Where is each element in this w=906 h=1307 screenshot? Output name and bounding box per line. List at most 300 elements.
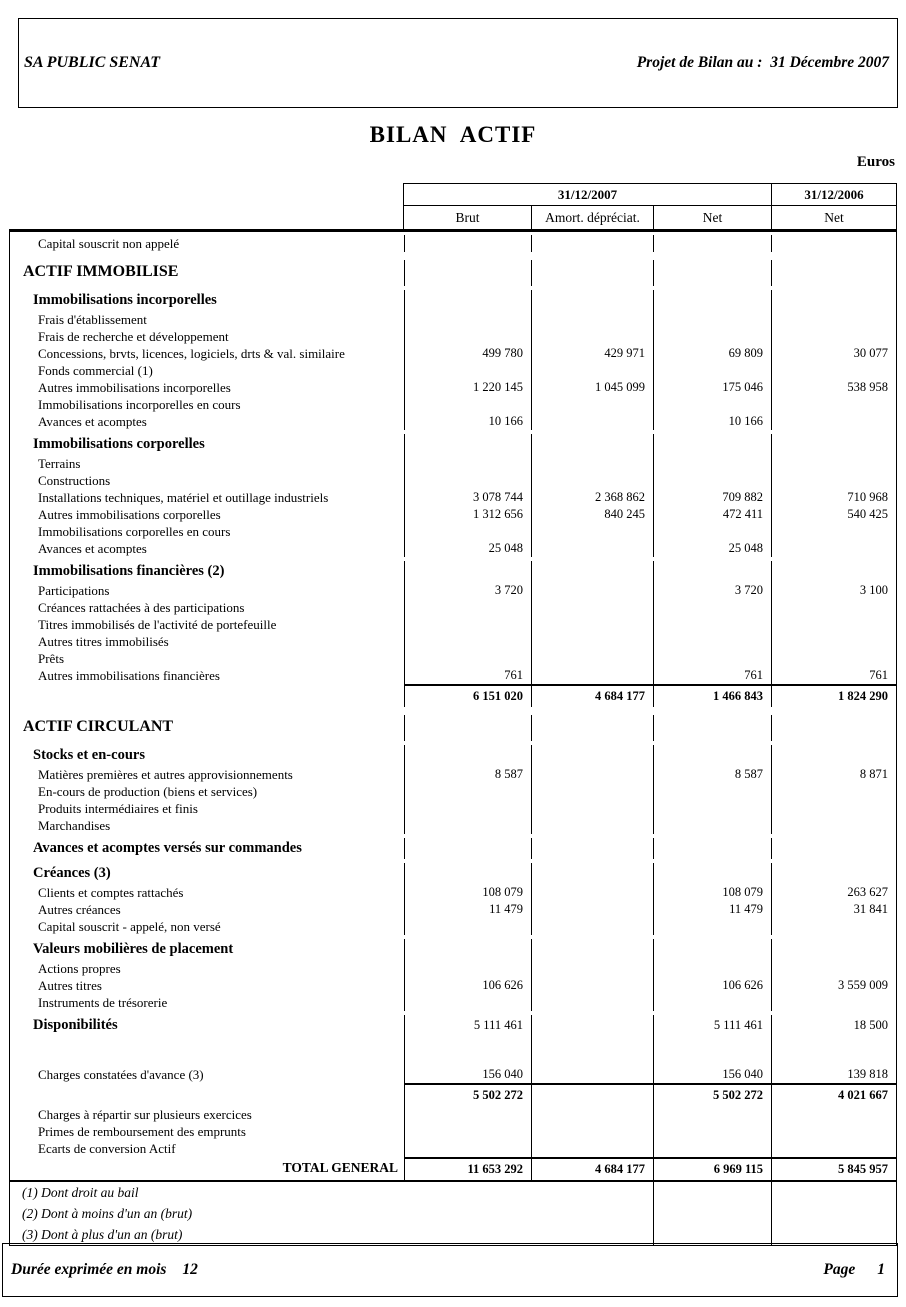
cell-amort: [531, 1140, 653, 1157]
table-row: [10, 489, 896, 506]
cell-net-2007: [653, 838, 771, 859]
cell-brut: [404, 650, 531, 667]
table-row: [10, 939, 896, 960]
cell-net-2007: [653, 918, 771, 935]
row-label: Terrains: [38, 456, 81, 471]
cell-net-2006: [771, 939, 896, 960]
cell-net-2006: [771, 413, 896, 430]
cell-amort: [531, 960, 653, 977]
cell-net-2007: [653, 800, 771, 817]
cell-brut: 499 780: [404, 345, 531, 362]
cell-amort: [531, 863, 653, 884]
cell-brut: 6 151 020: [404, 684, 531, 707]
cell-net-2006: [771, 455, 896, 472]
cell-net-2006: [771, 616, 896, 633]
cell-brut: [404, 616, 531, 633]
row-label: Ecarts de conversion Actif: [38, 1141, 176, 1156]
cell-net-2006: [771, 235, 896, 252]
cell-net-2007: [653, 396, 771, 413]
table-row: [10, 455, 896, 472]
table-row: [10, 235, 896, 252]
cell-amort: [531, 413, 653, 430]
footnote-row: [10, 1182, 896, 1203]
table-row: [10, 561, 896, 582]
currency-label: Euros: [856, 154, 895, 170]
cell-net-2006: [771, 599, 896, 616]
table-row: [10, 994, 896, 1011]
table-row: [10, 523, 896, 540]
cell-brut: [404, 918, 531, 935]
cell-brut: [404, 1106, 531, 1123]
cell-amort: 4 684 177: [531, 1157, 653, 1180]
cell-net-2007: [653, 1140, 771, 1157]
cell-net-2006: [771, 745, 896, 766]
cell-amort: [531, 396, 653, 413]
cell-net-2007: [653, 650, 771, 667]
row-label: Installations techniques, matériel et outillage industriels: [38, 490, 329, 505]
cell-net-2007: 472 411: [653, 506, 771, 523]
table-row: [10, 599, 896, 616]
cell-brut: [404, 362, 531, 379]
cell-net-2007: 108 079: [653, 884, 771, 901]
footnotes-section: [10, 1180, 896, 1245]
cell-net-2006: 710 968: [771, 489, 896, 506]
cell-net-2007: [653, 616, 771, 633]
cell-amort: 840 245: [531, 506, 653, 523]
footnote-cell-net-2006: [771, 1182, 896, 1203]
row-label: Fonds commercial (1): [38, 363, 153, 378]
cell-amort: [531, 994, 653, 1011]
cell-net-2007: 6 969 115: [653, 1157, 771, 1180]
cell-net-2006: [771, 960, 896, 977]
cell-amort: [531, 817, 653, 834]
table-row: [10, 311, 896, 328]
cell-amort: [531, 884, 653, 901]
table-row: [10, 766, 896, 783]
cell-brut: [404, 434, 531, 455]
table-row: [10, 817, 896, 834]
cell-brut: [404, 599, 531, 616]
cell-net-2007: [653, 863, 771, 884]
table-row: [10, 1015, 896, 1036]
cell-net-2007: [653, 633, 771, 650]
footnote-cell-net-2007: [653, 1203, 771, 1224]
cell-net-2006: [771, 1036, 896, 1066]
row-label: Immobilisations corporelles en cours: [38, 524, 231, 539]
row-label: En-cours de production (biens et services): [38, 784, 258, 799]
row-label: Avances et acomptes: [38, 414, 147, 429]
table-row: [10, 745, 896, 766]
table-row: [10, 345, 896, 362]
page-label: Page: [823, 1261, 856, 1278]
table-row: [10, 715, 896, 741]
table-row: [10, 1157, 896, 1180]
cell-amort: [531, 1015, 653, 1036]
cell-net-2007: [653, 745, 771, 766]
table-row: [10, 362, 896, 379]
cell-net-2007: [653, 715, 771, 741]
row-label: Avances et acomptes versés sur commandes: [33, 840, 302, 856]
row-label: Autres titres immobilisés: [38, 634, 169, 649]
cell-amort: [531, 800, 653, 817]
cell-brut: [404, 260, 531, 286]
cell-net-2006: [771, 1123, 896, 1140]
cell-brut: 1 220 145: [404, 379, 531, 396]
row-label: Autres créances: [38, 902, 121, 917]
cell-brut: 3 078 744: [404, 489, 531, 506]
cell-amort: [531, 1066, 653, 1083]
table-row: [10, 667, 896, 684]
cell-net-2006: [771, 472, 896, 489]
cell-amort: [531, 650, 653, 667]
cell-brut: [404, 455, 531, 472]
cell-amort: [531, 472, 653, 489]
report-date: Projet de Bilan au : 31 Décembre 2007: [636, 54, 889, 71]
footnote-row: [10, 1224, 896, 1245]
cell-amort: [531, 977, 653, 994]
row-label: ACTIF CIRCULANT: [23, 718, 174, 735]
footnote-cell-net-2007: [653, 1182, 771, 1203]
cell-brut: [404, 715, 531, 741]
cell-brut: [404, 633, 531, 650]
cell-brut: 1 312 656: [404, 506, 531, 523]
cell-brut: [404, 396, 531, 413]
cell-net-2007: [653, 1123, 771, 1140]
cell-amort: [531, 523, 653, 540]
row-label: [10, 1083, 404, 1106]
table-row: [10, 863, 896, 884]
table-row: [10, 918, 896, 935]
cell-net-2006: [771, 863, 896, 884]
cell-brut: [404, 561, 531, 582]
cell-net-2007: 8 587: [653, 766, 771, 783]
cell-amort: 429 971: [531, 345, 653, 362]
table-row: [10, 1036, 896, 1066]
row-label: Immobilisations incorporelles: [33, 292, 217, 308]
cell-net-2007: [653, 994, 771, 1011]
table-row: [10, 506, 896, 523]
row-label: Instruments de trésorerie: [38, 995, 168, 1010]
row-label: Créances rattachées à des participations: [38, 600, 245, 615]
table-row: [10, 434, 896, 455]
cell-net-2006: [771, 715, 896, 741]
row-label: Titres immobilisés de l'activité de portefeuille: [38, 617, 277, 632]
cell-net-2006: [771, 800, 896, 817]
row-label: Charges à répartir sur plusieurs exercices: [38, 1107, 252, 1122]
cell-brut: [404, 1036, 531, 1066]
cell-net-2006: 5 845 957: [771, 1157, 896, 1180]
cell-brut: 5 111 461: [404, 1015, 531, 1036]
cell-net-2007: [653, 455, 771, 472]
cell-brut: 5 502 272: [404, 1083, 531, 1106]
cell-brut: [404, 523, 531, 540]
cell-brut: [404, 1123, 531, 1140]
row-label: [10, 684, 404, 707]
row-label: Produits intermédiaires et finis: [38, 801, 198, 816]
cell-net-2006: [771, 918, 896, 935]
row-label: Capital souscrit non appelé: [38, 236, 180, 251]
cell-net-2007: [653, 235, 771, 252]
cell-amort: [531, 633, 653, 650]
cell-net-2006: 18 500: [771, 1015, 896, 1036]
cell-amort: [531, 745, 653, 766]
cell-net-2007: [653, 472, 771, 489]
cell-brut: [404, 960, 531, 977]
cell-net-2006: 3 559 009: [771, 977, 896, 994]
footnote-row: [10, 1203, 896, 1224]
cell-net-2006: [771, 1140, 896, 1157]
cell-net-2006: [771, 396, 896, 413]
page-number: 1: [877, 1261, 885, 1278]
cell-amort: 4 684 177: [531, 684, 653, 707]
table-row: [10, 800, 896, 817]
row-label: Prêts: [38, 651, 64, 666]
cell-net-2007: 175 046: [653, 379, 771, 396]
row-label: Concessions, brvts, licences, logiciels, drts & val. similaire: [38, 346, 345, 361]
table-row: [10, 1083, 896, 1106]
cell-net-2007: 5 502 272: [653, 1083, 771, 1106]
cell-amort: [531, 362, 653, 379]
cell-net-2006: [771, 260, 896, 286]
cell-net-2007: [653, 561, 771, 582]
cell-amort: [531, 434, 653, 455]
cell-amort: [531, 783, 653, 800]
cell-amort: [531, 1106, 653, 1123]
table-row: [10, 1140, 896, 1157]
cell-net-2007: 106 626: [653, 977, 771, 994]
row-label: Marchandises: [38, 818, 111, 833]
cell-amort: [531, 540, 653, 557]
footnote-text: (2) Dont à moins d'un an (brut): [22, 1206, 193, 1221]
cell-net-2006: [771, 311, 896, 328]
cell-net-2007: [653, 362, 771, 379]
column-header-net-2007: Net: [653, 206, 771, 229]
row-label: Créances (3): [33, 865, 111, 881]
cell-net-2006: 761: [771, 667, 896, 684]
cell-amort: [531, 1123, 653, 1140]
cell-net-2007: 709 882: [653, 489, 771, 506]
cell-net-2007: [653, 311, 771, 328]
cell-amort: [531, 1036, 653, 1066]
table-row: [10, 328, 896, 345]
row-label: [10, 1036, 404, 1066]
table-row: [10, 838, 896, 859]
row-label: Avances et acomptes: [38, 541, 147, 556]
cell-net-2007: [653, 599, 771, 616]
column-header-net-2006: Net: [771, 206, 896, 229]
cell-net-2006: [771, 434, 896, 455]
row-label: Stocks et en-cours: [33, 747, 145, 763]
cell-net-2006: [771, 783, 896, 800]
duration-label: Durée exprimée en mois: [11, 1261, 167, 1278]
table-row: [10, 901, 896, 918]
cell-brut: 11 653 292: [404, 1157, 531, 1180]
cell-net-2006: [771, 540, 896, 557]
row-label: Frais de recherche et développement: [38, 329, 229, 344]
cell-net-2007: [653, 817, 771, 834]
cell-net-2007: [653, 939, 771, 960]
cell-amort: [531, 616, 653, 633]
cell-amort: [531, 1083, 653, 1106]
column-header-years: [404, 184, 896, 205]
cell-brut: 3 720: [404, 582, 531, 599]
cell-net-2006: [771, 650, 896, 667]
row-label: Autres immobilisations corporelles: [38, 507, 221, 522]
cell-brut: 108 079: [404, 884, 531, 901]
cell-brut: [404, 472, 531, 489]
table-row: [10, 472, 896, 489]
cell-amort: [531, 939, 653, 960]
row-label: Autres immobilisations financières: [38, 668, 220, 683]
column-header-amort: Amort. dépréciat.: [531, 206, 653, 229]
cell-net-2006: [771, 328, 896, 345]
cell-net-2006: [771, 523, 896, 540]
cell-brut: [404, 783, 531, 800]
cell-net-2007: 10 166: [653, 413, 771, 430]
cell-amort: [531, 766, 653, 783]
cell-amort: [531, 918, 653, 935]
row-label: Clients et comptes rattachés: [38, 885, 184, 900]
cell-net-2006: 540 425: [771, 506, 896, 523]
cell-brut: [404, 235, 531, 252]
cell-net-2006: [771, 838, 896, 859]
row-label: Charges constatées d'avance (3): [38, 1067, 204, 1082]
cell-net-2007: [653, 783, 771, 800]
cell-amort: 2 368 862: [531, 489, 653, 506]
table-row: [10, 260, 896, 286]
cell-net-2006: [771, 633, 896, 650]
table-row: [10, 582, 896, 599]
cell-net-2006: 8 871: [771, 766, 896, 783]
cell-brut: 761: [404, 667, 531, 684]
table-row: [10, 650, 896, 667]
table-row: [10, 884, 896, 901]
cell-amort: [531, 667, 653, 684]
cell-amort: [531, 235, 653, 252]
row-label: Participations: [38, 583, 110, 598]
row-label: Constructions: [38, 473, 111, 488]
cell-brut: [404, 1140, 531, 1157]
cell-brut: [404, 745, 531, 766]
cell-brut: [404, 863, 531, 884]
cell-amort: [531, 715, 653, 741]
cell-net-2007: [653, 523, 771, 540]
cell-net-2007: 69 809: [653, 345, 771, 362]
cell-net-2007: [653, 1036, 771, 1066]
cell-amort: [531, 328, 653, 345]
row-label: Autres titres: [38, 978, 102, 993]
table-row: [10, 633, 896, 650]
row-label: TOTAL GENERAL: [282, 1160, 398, 1175]
row-label: Capital souscrit - appelé, non versé: [38, 919, 221, 934]
cell-brut: 8 587: [404, 766, 531, 783]
row-label: ACTIF IMMOBILISE: [23, 263, 179, 280]
cell-brut: [404, 800, 531, 817]
row-label: Immobilisations incorporelles en cours: [38, 397, 241, 412]
cell-net-2006: [771, 817, 896, 834]
cell-amort: 1 045 099: [531, 379, 653, 396]
cell-net-2007: 761: [653, 667, 771, 684]
column-header-measures: [404, 205, 896, 229]
cell-amort: [531, 290, 653, 311]
table-row: [10, 290, 896, 311]
row-label: Actions propres: [38, 961, 121, 976]
footnote-cell-net-2006: [771, 1224, 896, 1245]
table-row: [10, 1123, 896, 1140]
table-body: [9, 229, 897, 1246]
footnote-cell-net-2007: [653, 1224, 771, 1245]
cell-net-2007: [653, 434, 771, 455]
cell-brut: [404, 838, 531, 859]
cell-net-2006: 1 824 290: [771, 684, 896, 707]
company-name: SA PUBLIC SENAT: [24, 54, 161, 71]
table-row: [10, 1106, 896, 1123]
cell-net-2006: [771, 1106, 896, 1123]
cell-net-2007: 25 048: [653, 540, 771, 557]
cell-amort: [531, 582, 653, 599]
cell-net-2006: 30 077: [771, 345, 896, 362]
column-headers: [403, 183, 897, 229]
cell-net-2006: 263 627: [771, 884, 896, 901]
cell-net-2007: [653, 328, 771, 345]
cell-net-2006: 3 100: [771, 582, 896, 599]
cell-brut: 10 166: [404, 413, 531, 430]
cell-brut: 156 040: [404, 1066, 531, 1083]
table-row: [10, 616, 896, 633]
cell-brut: [404, 328, 531, 345]
footnote-cell-net-2006: [771, 1203, 896, 1224]
header-box: [18, 18, 898, 108]
cell-net-2007: 11 479: [653, 901, 771, 918]
footer-box: [2, 1243, 898, 1297]
cell-net-2006: 4 021 667: [771, 1083, 896, 1106]
row-label: Autres immobilisations incorporelles: [38, 380, 231, 395]
cell-net-2007: 156 040: [653, 1066, 771, 1083]
cell-net-2007: 3 720: [653, 582, 771, 599]
table-row: [10, 960, 896, 977]
table-row: [10, 413, 896, 430]
cell-net-2007: [653, 260, 771, 286]
cell-amort: [531, 561, 653, 582]
cell-brut: 11 479: [404, 901, 531, 918]
table-row: [10, 396, 896, 413]
column-header-2006: 31/12/2006: [771, 184, 896, 205]
cell-brut: 106 626: [404, 977, 531, 994]
table-row: [10, 379, 896, 396]
table-row: [10, 540, 896, 557]
cell-brut: [404, 994, 531, 1011]
cell-brut: [404, 311, 531, 328]
cell-amort: [531, 901, 653, 918]
cell-brut: [404, 290, 531, 311]
cell-brut: [404, 939, 531, 960]
table-row: [10, 783, 896, 800]
page-title: BILAN ACTIF: [369, 122, 537, 147]
cell-net-2007: 1 466 843: [653, 684, 771, 707]
cell-brut: 25 048: [404, 540, 531, 557]
row-label: Immobilisations corporelles: [33, 436, 205, 452]
row-label: Disponibilités: [33, 1017, 118, 1033]
cell-amort: [531, 455, 653, 472]
row-label: Primes de remboursement des emprunts: [38, 1124, 246, 1139]
cell-net-2006: [771, 362, 896, 379]
cell-net-2007: [653, 960, 771, 977]
cell-amort: [531, 838, 653, 859]
cell-amort: [531, 599, 653, 616]
cell-net-2007: 5 111 461: [653, 1015, 771, 1036]
duration-value: 12: [182, 1261, 198, 1278]
cell-net-2007: [653, 1106, 771, 1123]
